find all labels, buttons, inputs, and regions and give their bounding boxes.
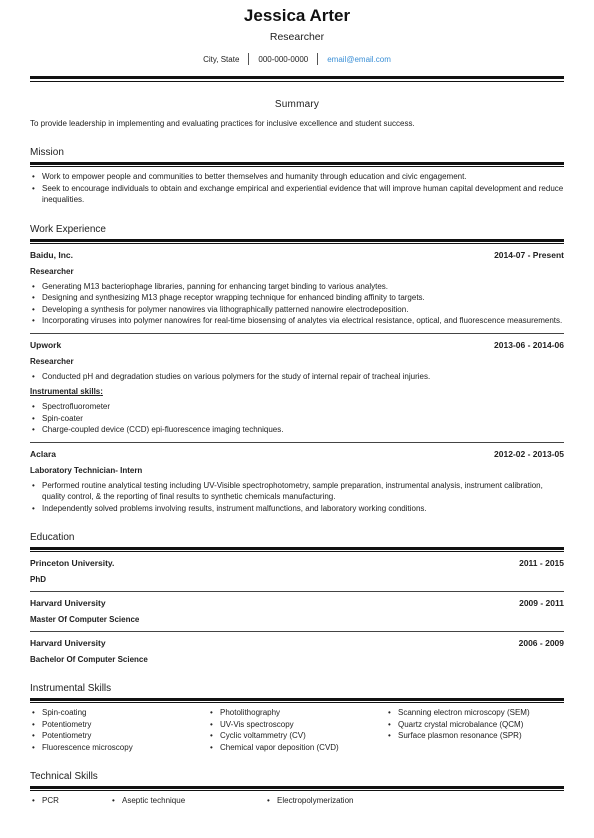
list-item: • Photolithography bbox=[220, 707, 386, 719]
divider-thin bbox=[30, 166, 564, 167]
skills-column bbox=[208, 707, 386, 753]
technical-skills-divider bbox=[30, 786, 564, 791]
skills-list bbox=[30, 707, 208, 753]
divider-thick bbox=[30, 547, 564, 550]
list-item: • Developing a synthesis for polymer nanowires via lithographically patterned nanowire electrodeposition. bbox=[42, 304, 564, 316]
work-divider bbox=[30, 239, 564, 244]
list-item: • Potentiometry bbox=[42, 719, 208, 731]
list-item: • Aseptic technique bbox=[122, 795, 265, 807]
education-dates: 2006 - 2009 bbox=[518, 638, 564, 648]
list-item: • Electropolymerization bbox=[277, 795, 564, 807]
sublabel-colon: : bbox=[100, 387, 103, 396]
divider-thick bbox=[30, 786, 564, 789]
mission-heading: Mission bbox=[30, 147, 64, 158]
mission-list bbox=[30, 171, 564, 206]
divider-thick bbox=[30, 162, 564, 165]
technical-skills-heading: Technical Skills bbox=[30, 771, 98, 782]
skills-column bbox=[30, 707, 208, 753]
skills-list bbox=[208, 707, 386, 753]
divider-thin bbox=[30, 81, 564, 82]
list-item: • Spin-coating bbox=[42, 707, 208, 719]
header-divider bbox=[30, 76, 564, 82]
skills-list bbox=[265, 795, 564, 807]
education-school: Harvard University bbox=[30, 638, 106, 648]
education-header bbox=[30, 637, 564, 649]
divider-thin bbox=[30, 790, 564, 791]
job-entry bbox=[30, 448, 564, 515]
contact-line bbox=[30, 52, 564, 66]
instrumental-skills-heading: Instrumental Skills bbox=[30, 683, 112, 694]
divider-thin bbox=[30, 551, 564, 552]
job-dates: 2013-06 - 2014-06 bbox=[494, 339, 564, 350]
candidate-name: Jessica Arter bbox=[243, 6, 351, 25]
skills-list bbox=[386, 707, 564, 742]
instrumental-skills-label bbox=[30, 386, 564, 397]
candidate-title: Researcher bbox=[269, 31, 325, 43]
divider-thick bbox=[30, 239, 564, 242]
education-header bbox=[30, 597, 564, 609]
list-item: • Cyclic voltammetry (CV) bbox=[220, 730, 386, 742]
job-dates: 2012-02 - 2013-05 bbox=[494, 448, 564, 459]
education-dates: 2011 - 2015 bbox=[519, 558, 564, 568]
education-entry bbox=[30, 597, 564, 632]
job-role: Researcher bbox=[30, 266, 74, 276]
summary-text: To provide leadership in implementing and evaluating practices for inclusive excellence and student success. bbox=[30, 119, 415, 128]
entry-divider bbox=[30, 442, 564, 443]
list-item: • Spin-coater bbox=[42, 413, 564, 425]
job-role: Researcher bbox=[30, 356, 74, 366]
job-duties bbox=[30, 371, 564, 383]
list-item: • Surface plasmon resonance (SPR) bbox=[398, 730, 564, 742]
education-degree: Master Of Computer Science bbox=[30, 615, 140, 624]
education-entry bbox=[30, 557, 564, 592]
list-item: • Charge-coupled device (CCD) epi-fluorescence imaging techniques. bbox=[42, 424, 564, 436]
education-entry bbox=[30, 637, 564, 665]
job-header bbox=[30, 448, 564, 460]
contact-email-link[interactable]: email@email.com bbox=[327, 54, 391, 64]
list-item: • Scanning electron microscopy (SEM) bbox=[398, 707, 564, 719]
technical-skills-grid bbox=[30, 795, 564, 807]
list-item: • Spectrofluorometer bbox=[42, 401, 564, 413]
education-dates: 2009 - 2011 bbox=[519, 598, 564, 608]
list-item: • Designing and synthesizing M13 phage receptor wrapping technique for enhanced binding affinity to targets. bbox=[42, 292, 564, 304]
job-company: Aclara bbox=[30, 448, 56, 459]
job-duties bbox=[30, 281, 564, 327]
job-header bbox=[30, 339, 564, 351]
education-degree: Bachelor Of Computer Science bbox=[30, 655, 148, 664]
work-heading: Work Experience bbox=[30, 223, 106, 235]
entry-divider bbox=[30, 591, 564, 592]
contact-location: City, State bbox=[203, 54, 240, 64]
job-entry bbox=[30, 249, 564, 334]
skills-column bbox=[265, 795, 564, 807]
divider-thick bbox=[30, 698, 564, 701]
list-item: • Generating M13 bacteriophage libraries, panning for enhancing target binding to various analytes. bbox=[42, 281, 564, 293]
list-item: • Quartz crystal microbalance (QCM) bbox=[398, 719, 564, 731]
list-item: • Independently solved problems involving results, instrument malfunctions, and laboratory working conditions. bbox=[42, 503, 564, 515]
mission-divider bbox=[30, 162, 564, 167]
entry-divider bbox=[30, 333, 564, 334]
education-school: Princeton University. bbox=[30, 558, 115, 568]
divider-thin bbox=[30, 702, 564, 703]
list-item: • Potentiometry bbox=[42, 730, 208, 742]
list-item: • Seek to encourage individuals to obtain and exchange empirical and experiential evidence that will improve human capital development and reduce inequalities. bbox=[42, 183, 564, 206]
skills-list bbox=[110, 795, 265, 807]
list-item: • UV-Vis spectroscopy bbox=[220, 719, 386, 731]
instrument-list bbox=[30, 401, 564, 436]
education-header bbox=[30, 557, 564, 569]
instrumental-skills-grid bbox=[30, 707, 564, 753]
summary-heading: Summary bbox=[274, 99, 320, 110]
education-school: Harvard University bbox=[30, 598, 106, 608]
contact-phone: 000-000-0000 bbox=[258, 54, 309, 64]
job-dates: 2014-07 - Present bbox=[494, 249, 564, 260]
skills-column bbox=[386, 707, 564, 753]
education-heading: Education bbox=[30, 532, 75, 543]
job-entry bbox=[30, 339, 564, 443]
resume-header bbox=[30, 0, 564, 66]
education-divider bbox=[30, 547, 564, 552]
sublabel-text: Instrumental skills bbox=[30, 387, 101, 396]
divider-thick bbox=[30, 76, 564, 79]
job-company: Upwork bbox=[30, 339, 62, 350]
list-item: • Incorporating viruses into polymer nanowires for real-time biosensing of analytes via electrical resistance, optical, and fluorescence measurements. bbox=[42, 315, 564, 327]
list-item: • Conducted pH and degradation studies on various polymers for the study of internal repair of tracheal injuries. bbox=[42, 371, 564, 383]
skills-column bbox=[30, 795, 110, 807]
list-item: • Performed routine analytical testing including UV-Visible spectrophotometry, sample preparation, instrumental analysis, instrument calibration, quality control, & the reporting of final results to synthetic chemicals manufacturing. bbox=[42, 480, 564, 503]
job-role: Laboratory Technician- Intern bbox=[30, 465, 143, 475]
entry-divider bbox=[30, 631, 564, 632]
job-duties bbox=[30, 480, 564, 515]
job-company: Baidu, Inc. bbox=[30, 249, 73, 260]
skills-list bbox=[30, 795, 110, 807]
divider-thin bbox=[30, 243, 564, 244]
list-item: • Chemical vapor deposition (CVD) bbox=[220, 742, 386, 754]
education-degree: PhD bbox=[30, 575, 46, 584]
list-item: • Fluorescence microscopy bbox=[42, 742, 208, 754]
instrumental-skills-divider bbox=[30, 698, 564, 703]
job-header bbox=[30, 249, 564, 261]
list-item: • PCR bbox=[42, 795, 110, 807]
list-item: • Work to empower people and communities to better themselves and humanity through education and civic engagement. bbox=[42, 171, 564, 183]
skills-column bbox=[110, 795, 265, 807]
